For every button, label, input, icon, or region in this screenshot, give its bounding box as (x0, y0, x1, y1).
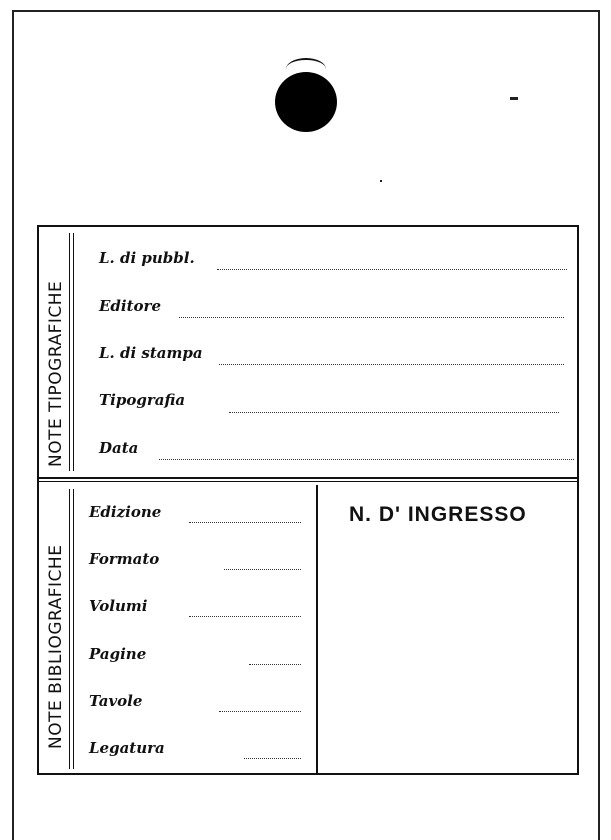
speck (380, 180, 382, 182)
field-label-luogo-stampa: L. di stampa (99, 344, 203, 362)
card-form-panel (37, 225, 579, 775)
section-rule (69, 489, 70, 769)
field-label-legatura: Legatura (89, 739, 165, 757)
field-label-edizione: Edizione (89, 503, 162, 521)
field-line-formato[interactable] (224, 569, 301, 570)
section-title-bibliografiche: NOTE BIBLIOGRAFICHE (46, 544, 66, 749)
field-label-tipografia: Tipografia (99, 391, 186, 409)
field-label-pagine: Pagine (89, 645, 147, 663)
field-label-data: Data (99, 439, 139, 457)
field-line-legatura[interactable] (244, 758, 301, 759)
section-title-tipografiche: NOTE TIPOGRAFICHE (46, 280, 66, 467)
field-line-editore[interactable] (179, 317, 564, 318)
field-label-volumi: Volumi (89, 597, 148, 615)
field-label-tavole: Tavole (89, 692, 143, 710)
speck (510, 97, 518, 100)
field-line-luogo-pubblicazione[interactable] (217, 269, 567, 270)
section-rule (73, 233, 74, 471)
punch-hole (275, 72, 337, 132)
field-label-editore: Editore (99, 297, 161, 315)
section-divider (39, 477, 577, 479)
section-rule (73, 489, 74, 769)
field-line-luogo-stampa[interactable] (219, 364, 564, 365)
field-line-edizione[interactable] (189, 522, 301, 523)
field-line-volumi[interactable] (189, 616, 301, 617)
field-line-tipografia[interactable] (229, 412, 559, 413)
field-line-pagine[interactable] (249, 664, 301, 665)
field-label-luogo-pubblicazione: L. di pubbl. (99, 249, 195, 267)
ingresso-number-label: N. D' INGRESSO (349, 503, 527, 526)
field-label-formato: Formato (89, 550, 160, 568)
section-rule (69, 233, 70, 471)
field-line-tavole[interactable] (219, 711, 301, 712)
field-line-data[interactable] (159, 459, 574, 460)
section-divider-thin (39, 481, 577, 482)
ingresso-divider (316, 485, 318, 773)
